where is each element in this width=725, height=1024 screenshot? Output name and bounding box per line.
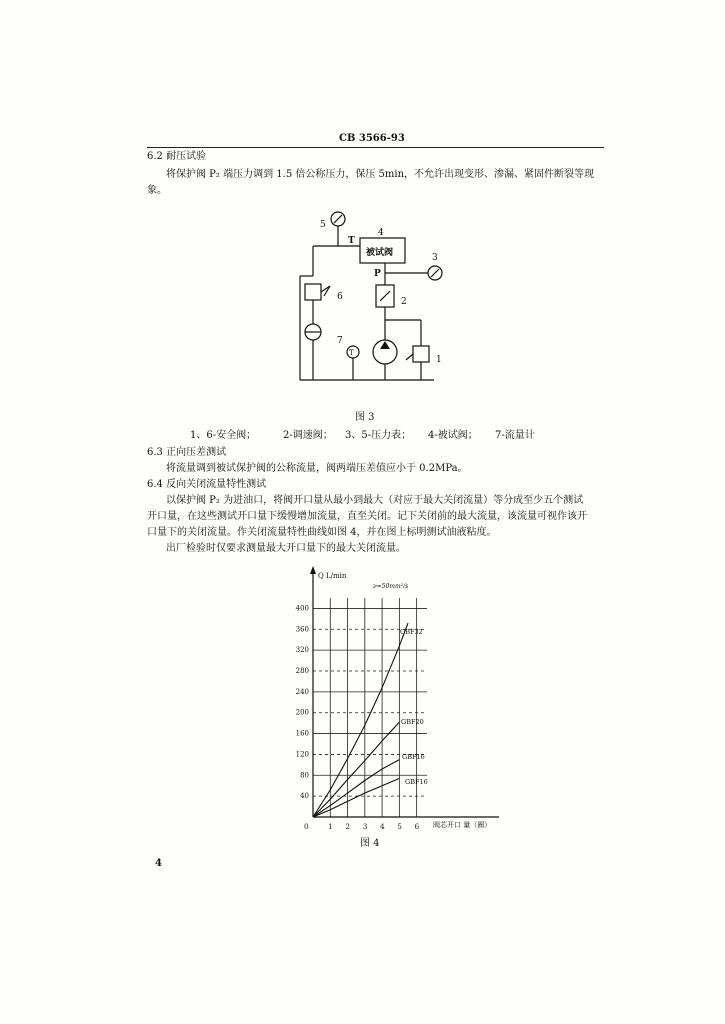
x-tick-label: 2 xyxy=(345,823,351,831)
y-axis-arrow-icon xyxy=(310,566,316,574)
figure-3-legend-item: 1、6-安全阀； xyxy=(190,430,257,441)
label-2: 2 xyxy=(401,297,407,307)
section-6-2-text-line: 将保护阀 P₂ 端压力调到 1.5 倍公称压力，保压 5min，不允许出现变形、渗漏、紧固件断裂等现 xyxy=(166,169,595,180)
section-6-4-heading: 6.4 反向关闭流量特性测试 xyxy=(147,479,267,490)
x-tick-label: 0 xyxy=(304,823,309,831)
safety-valve-1-icon xyxy=(413,346,429,362)
section-6-4-text-line: 以保护阀 P₂ 为进油口，将阀开口量从最小到最大（对应于最大关闭流量）等分成至少五个测试 xyxy=(166,495,584,506)
series-label: GBF16 xyxy=(405,778,428,786)
x-tick-label: 1 xyxy=(328,823,333,831)
x-axis-label: 阀芯开口 量（圈） xyxy=(433,821,492,829)
y-tick-label: 320 xyxy=(295,646,309,655)
x-tick-label: 4 xyxy=(380,823,385,831)
series-line-gbf32 xyxy=(313,623,408,817)
section-6-4-text-line: 口量下的关闭流量。作关闭流量特性曲线如图 4，并在图上标明测试油液粘度。 xyxy=(147,527,497,538)
section-6-4-text-line: 开口量，在这些测试开口量下缓慢增加流量，直至关闭。记下关闭前的最大流量，该流量可视作该开 xyxy=(147,511,587,522)
standard-code: CB 3566-93 xyxy=(339,133,405,144)
header-rule xyxy=(147,147,604,148)
x-tick-label: 3 xyxy=(362,823,368,831)
page-number: 4 xyxy=(155,858,162,869)
figure-3-legend-item: 3、5-压力表； xyxy=(345,430,412,441)
series-line-gbf16 xyxy=(313,760,399,817)
series-line-gbf16 xyxy=(313,778,399,817)
figure-3-legend-item: 4-被试阀； xyxy=(428,430,478,441)
figure-4-chart xyxy=(275,560,515,835)
safety-valve-6-icon xyxy=(305,284,321,300)
y-tick-label: 360 xyxy=(295,625,309,634)
figure-3-circuit-diagram xyxy=(290,200,450,400)
series-line-gbf20 xyxy=(313,722,399,817)
y-axis-label: Q L/min xyxy=(318,572,347,580)
viscosity-annotation: ν=50mm²/s xyxy=(373,583,409,590)
y-tick-label: 40 xyxy=(300,792,309,801)
label-P: P xyxy=(374,269,381,279)
y-tick-label: 400 xyxy=(295,604,309,613)
series-label: GBF16 xyxy=(402,753,425,761)
tested-valve-label: 被试阀 xyxy=(366,248,394,258)
figure-4-caption: 图 4 xyxy=(360,838,380,849)
label-7: 7 xyxy=(337,336,343,346)
y-tick-label: 80 xyxy=(300,771,309,780)
x-tick-label: 5 xyxy=(397,823,402,831)
figure-3-caption: 图 3 xyxy=(355,412,375,423)
y-tick-label: 160 xyxy=(295,729,309,738)
section-6-2-heading: 6.2 耐压试验 xyxy=(147,151,207,162)
thermometer-label: T xyxy=(349,349,354,357)
section-6-3-heading: 6.3 正向压差测试 xyxy=(147,447,227,458)
y-tick-label: 280 xyxy=(295,667,309,675)
label-T: T xyxy=(348,236,355,246)
label-5: 5 xyxy=(320,220,326,230)
label-1: 1 xyxy=(436,355,442,365)
label-6: 6 xyxy=(337,292,343,302)
y-tick-label: 120 xyxy=(295,750,309,759)
section-6-2-text-line: 象。 xyxy=(147,185,167,196)
x-tick-label: 6 xyxy=(414,823,420,831)
section-6-4-text-line: 出厂检验时仅要求测量最大开口量下的最大关闭流量。 xyxy=(166,543,406,554)
label-4: 4 xyxy=(378,228,384,238)
label-3: 3 xyxy=(432,253,438,263)
series-label: GBF32 xyxy=(400,628,423,636)
y-tick-label: 200 xyxy=(295,708,309,717)
series-label: GBF20 xyxy=(401,718,424,726)
section-6-3-text-line: 将流量调到被试保护阀的公称流量，阀两端压差值应小于 0.2MPa。 xyxy=(166,463,468,474)
y-tick-label: 240 xyxy=(295,687,309,696)
figure-3-legend-item: 7-流量计 xyxy=(495,430,535,441)
figure-3-legend-item: 2-调速阀； xyxy=(283,430,333,441)
